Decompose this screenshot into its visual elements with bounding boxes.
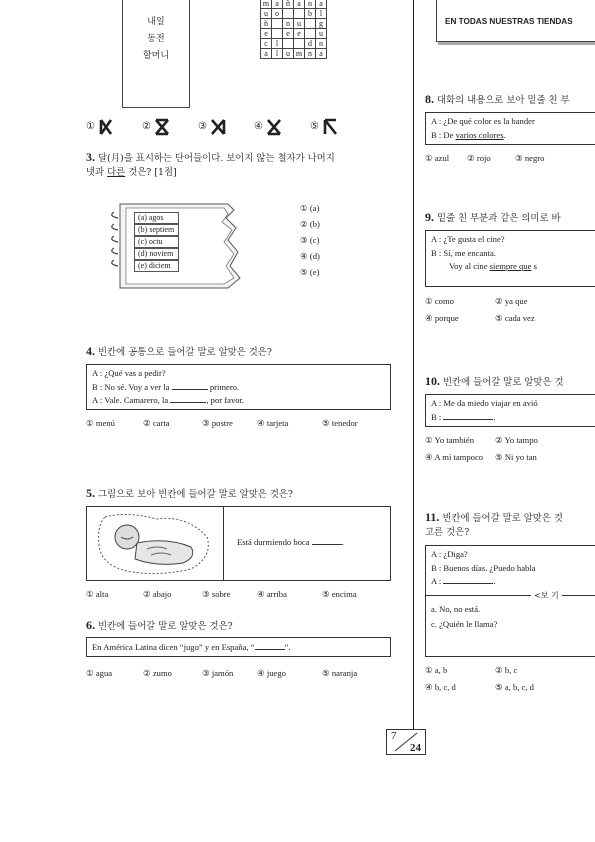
option-2-label: ② (142, 121, 151, 132)
q5-option-3[interactable]: ③ sobre (202, 589, 231, 599)
letter-grid: m a ñ a n a u o b l ñ n u g e e e u c l d n a l u m n a (260, 0, 327, 59)
q11-option-5[interactable]: ⑤ a, b, c, d (495, 682, 534, 692)
question-6-box: En América Latina dicen “jugo” y en España, “ ”. (86, 637, 391, 657)
blank (443, 583, 493, 584)
q3-option-2[interactable]: ② (b) (300, 219, 320, 229)
question-4-dialogue-box: A : ¿Qué vas a pedir? B : No sé. Voy a ver la primero. A : Vale. Camarero, la , por favor. (86, 364, 391, 410)
question-10-text: 빈칸에 들어갈 말로 알맞은 것 (442, 377, 564, 388)
blank (443, 419, 493, 420)
q3-option-5[interactable]: ⑤ (e) (300, 267, 320, 277)
question-5-number: 5. (86, 486, 95, 500)
question-10-options (425, 435, 595, 465)
notebook-word-d: (d) noviem (134, 248, 179, 260)
question-11-text: 빈칸에 들어갈 말로 알맞은 것 (442, 513, 563, 524)
q10-option-2[interactable]: ② Yo tampo (495, 435, 538, 445)
option-5-label: ⑤ (310, 121, 319, 132)
example-item-c: c. ¿Quién le llama? (431, 618, 498, 629)
question-8-text: 대화의 내용으로 보아 밑줄 친 부 (436, 95, 570, 106)
question-8-dialogue-box: A : ¿De qué color es la bander B : De varios colores. (425, 112, 595, 145)
question-11-options (425, 665, 595, 695)
blank-1 (172, 389, 208, 390)
sleeping-person-illustration (87, 507, 223, 580)
example-item-a: a. No, no está. (431, 603, 481, 614)
question-9-text: 밑줄 친 부분과 같은 의미로 바 (436, 213, 561, 224)
option-3-label: ③ (198, 121, 207, 132)
q4-option-2[interactable]: ② carta (143, 418, 170, 428)
q6-option-2[interactable]: ② zumo (143, 668, 172, 678)
notebook-illustration (108, 200, 258, 292)
q5-option-1[interactable]: ① alta (86, 589, 109, 599)
question-5-picture-cell (87, 507, 224, 580)
question-3-options (300, 203, 360, 293)
q9-option-4[interactable]: ④ porque (425, 313, 459, 323)
question-5-sentence: Está durmiendo boca . (237, 537, 344, 547)
shape-option-1 (98, 118, 114, 136)
q9-option-2[interactable]: ② ya que (495, 296, 528, 306)
question-11 (425, 510, 595, 540)
example-box-divider (426, 590, 595, 600)
q4-option-1[interactable]: ① menú (86, 418, 115, 428)
q5-option-4[interactable]: ④ arriba (257, 589, 287, 599)
notebook-word-c: (c) octu (134, 236, 179, 248)
question-6-text: 빈칸에 들어갈 말로 알맞은 것은? (97, 621, 233, 632)
question-3-text-line1: 달(月)을 표시하는 단어들이다. 보이지 않는 철자가 나머지 (97, 153, 335, 164)
shape-option-4 (266, 118, 282, 136)
question-8-options (425, 153, 595, 165)
notebook-word-b: (b) septiem (134, 224, 179, 236)
q3-option-3[interactable]: ③ (c) (300, 235, 320, 245)
word-2: 동전 (147, 34, 165, 44)
q10-option-5[interactable]: ⑤ Ni yo tan (495, 452, 537, 462)
option-4-label: ④ (254, 121, 263, 132)
question-3: 3. 달(月)을 표시하는 단어들이다. 보이지 않는 철자가 나머지 넷과 다른 것은? [1점] (86, 150, 335, 178)
page-number (386, 729, 426, 755)
question-10-number: 10. (425, 374, 440, 388)
q4-option-4[interactable]: ④ tarjeta (257, 418, 289, 428)
word-1: 내일 (147, 17, 165, 27)
q3-option-4[interactable]: ④ (d) (300, 251, 320, 261)
question-5-options (86, 589, 396, 601)
word-list-box (122, 0, 190, 108)
notebook-word-e: (e) diciem (134, 260, 179, 272)
example-box-label: <보 기 (531, 589, 562, 603)
question-6-number: 6. (86, 618, 95, 632)
page-total: 24 (410, 742, 421, 754)
question-9-number: 9. (425, 210, 434, 224)
question-3-number: 3. (86, 150, 95, 164)
blank-2 (170, 402, 206, 403)
question-11-number: 11. (425, 510, 440, 524)
question-9-dialogue-box: A : ¿Te gusta el cine? B : Sí, me encanta. Voy al cine siempre que s (425, 230, 595, 287)
notebook-word-a: (a) agos (134, 212, 179, 224)
question-10 (425, 374, 595, 390)
blank (255, 649, 285, 650)
question-5 (86, 486, 401, 502)
question-4 (86, 344, 401, 360)
q8-option-2[interactable]: ② rojo (467, 153, 491, 163)
q9-option-5[interactable]: ⑤ cada vez (495, 313, 535, 323)
q4-option-3[interactable]: ③ postre (202, 418, 233, 428)
word-3: 할머니 (142, 51, 170, 61)
shape-option-3 (210, 118, 226, 136)
column-divider (413, 0, 414, 745)
q10-option-4[interactable]: ④ A mí tampoco (425, 452, 484, 462)
question-6 (86, 618, 401, 634)
question-8-number: 8. (425, 92, 434, 106)
q8-option-1[interactable]: ① azul (425, 153, 450, 163)
option-1-label: ① (86, 121, 95, 132)
q11-option-4[interactable]: ④ b, c, d (425, 682, 456, 692)
q11-option-1[interactable]: ① a, b (425, 665, 448, 675)
shape-option-2 (154, 118, 170, 136)
q6-option-3[interactable]: ③ jamón (202, 668, 234, 678)
q3-option-1[interactable]: ① (a) (300, 203, 320, 213)
q6-option-5[interactable]: ⑤ naranja (322, 668, 358, 678)
question-9 (425, 210, 595, 226)
question-4-number: 4. (86, 344, 95, 358)
question-6-options (86, 668, 396, 680)
q4-option-5[interactable]: ⑤ tenedor (322, 418, 358, 428)
advertisement-text: EN TODAS NUESTRAS TIENDAS (445, 17, 573, 26)
grid-options (86, 118, 386, 138)
advertisement-box (436, 0, 595, 42)
q5-option-2[interactable]: ② abajo (143, 589, 172, 599)
q6-option-4[interactable]: ④ juego (257, 668, 286, 678)
blank (312, 544, 342, 545)
page-current: 7 (391, 730, 397, 742)
q11-option-2[interactable]: ② b, c (495, 665, 518, 675)
q8-option-3[interactable]: ③ negro (515, 153, 545, 163)
question-8 (425, 92, 595, 108)
q6-option-1[interactable]: ① agua (86, 668, 113, 678)
question-4-text: 빈칸에 공통으로 들어갈 말로 알맞은 것은? (97, 347, 272, 358)
question-9-options (425, 296, 595, 326)
question-4-options (86, 418, 396, 430)
question-5-text: 그림으로 보아 빈칸에 들어갈 말로 알맞은 것은? (97, 489, 293, 500)
q9-option-1[interactable]: ① como (425, 296, 454, 306)
question-11-dialogue-box: A : ¿Diga? B : Buenos días. ¿Puedo habla A : . <보 기 a. No, no está. c. ¿Quién le llama? (425, 545, 595, 657)
question-11-text-line2: 고른 것은? (425, 527, 470, 538)
question-3-underlined: 다른 (107, 167, 126, 178)
question-10-dialogue-box: A : Me da miedo viajar en avió B : . (425, 394, 595, 427)
q5-option-5[interactable]: ⑤ encima (322, 589, 357, 599)
question-5-box (86, 506, 391, 581)
q10-option-1[interactable]: ① Yo también (425, 435, 475, 445)
shape-option-5 (322, 118, 338, 136)
